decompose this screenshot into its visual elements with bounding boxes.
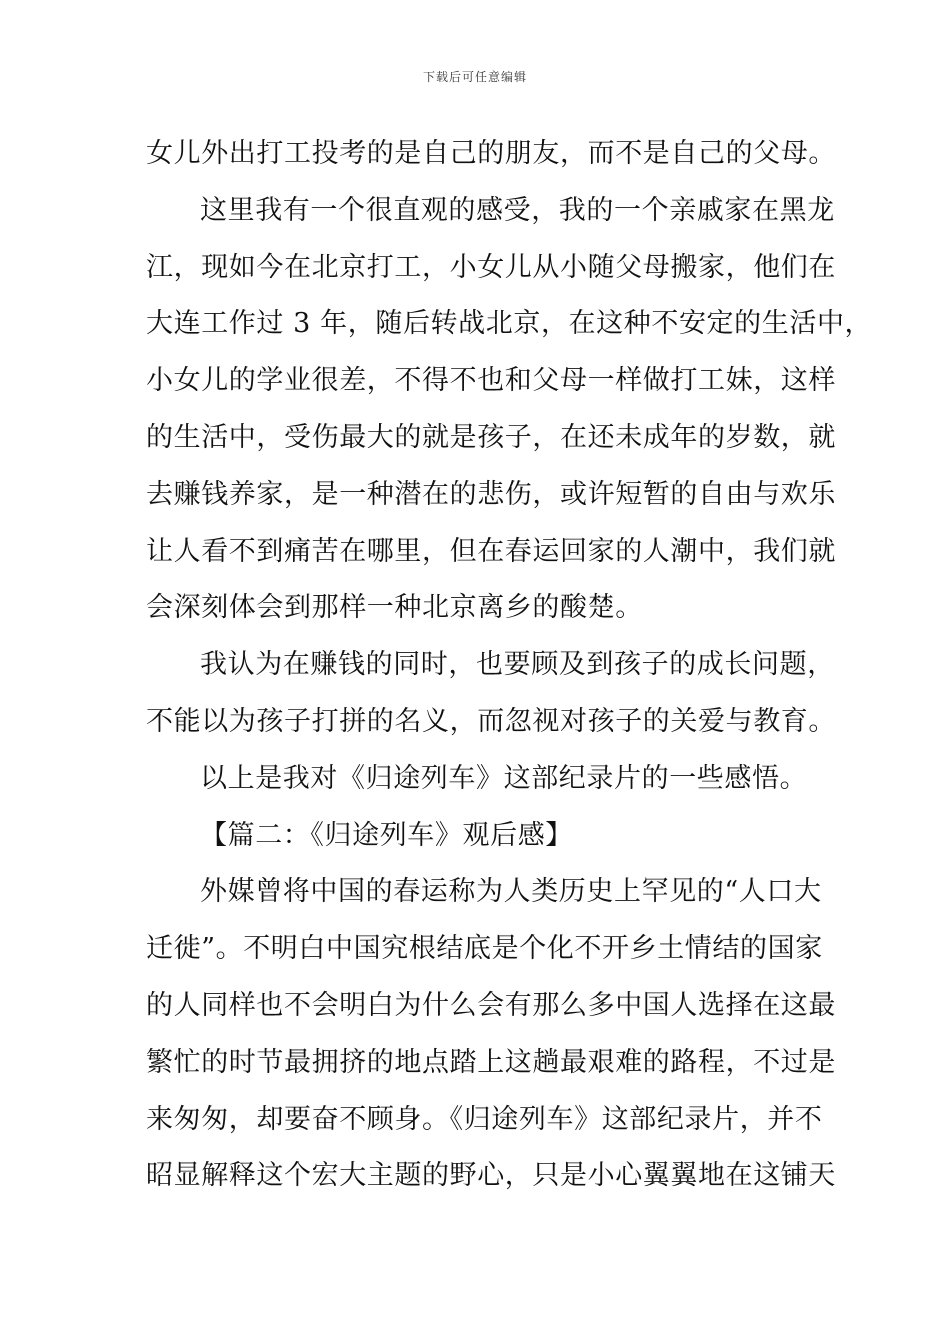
paragraph-line: 这里我有一个很直观的感受，我的一个亲戚家在黑龙 (200, 194, 835, 226)
paragraph-line: 繁忙的时节最拥挤的地点踏上这趟最艰难的路程，不过是 (146, 1046, 836, 1078)
paragraph-line: 让人看不到痛苦在哪里，但在春运回家的人潮中，我们就 (146, 535, 836, 567)
paragraph-line: 我认为在赚钱的同时，也要顾及到孩子的成长问题， (200, 649, 835, 681)
paragraph-line: 大连工作过 3 年，随后转战北京，在这种不安定的生活中， (146, 308, 873, 340)
page-header-note: 下载后可任意编辑 (422, 70, 527, 84)
paragraph-line: 江，现如今在北京打工，小女儿从小随父母搬家，他们在 (146, 251, 836, 283)
paragraph-line: 会深刻体会到那样一种北京离乡的酸楚。 (146, 592, 643, 624)
paragraph-line: 去赚钱养家，是一种潜在的悲伤，或许短暂的自由与欢乐 (146, 478, 836, 510)
paragraph-line: 迁徙”。不明白中国究根结底是个化不开乡土情结的国家 (146, 933, 823, 965)
paragraph-line: 女儿外出打工投考的是自己的朋友，而不是自己的父母。 (146, 138, 836, 169)
document-body (146, 132, 873, 1211)
paragraph-line: 昭显解释这个宏大主题的野心，只是小心翼翼地在这铺天 (146, 1160, 836, 1192)
paragraph-line: 来匆匆，却要奋不顾身。《归途列车》这部纪录片，并不 (146, 1103, 823, 1135)
paragraph-line: 小女儿的学业很差，不得不也和父母一样做打工妹，这样 (146, 365, 836, 397)
paragraph-line: 不能以为孩子打拼的名义，而忽视对孩子的关爱与教育。 (146, 705, 836, 737)
section-heading: 【篇二：《归途列车》观后感】 (200, 819, 573, 851)
paragraph-line: 以上是我对《归途列车》这部纪录片的一些感悟。 (200, 762, 808, 794)
paragraph-line: 的生活中，受伤最大的就是孩子，在还未成年的岁数，就 (146, 421, 836, 453)
paragraph-line: 的人同样也不会明白为什么会有那么多中国人选择在这最 (146, 989, 836, 1021)
paragraph-line: 外媒曾将中国的春运称为人类历史上罕见的“人口大 (200, 876, 822, 908)
